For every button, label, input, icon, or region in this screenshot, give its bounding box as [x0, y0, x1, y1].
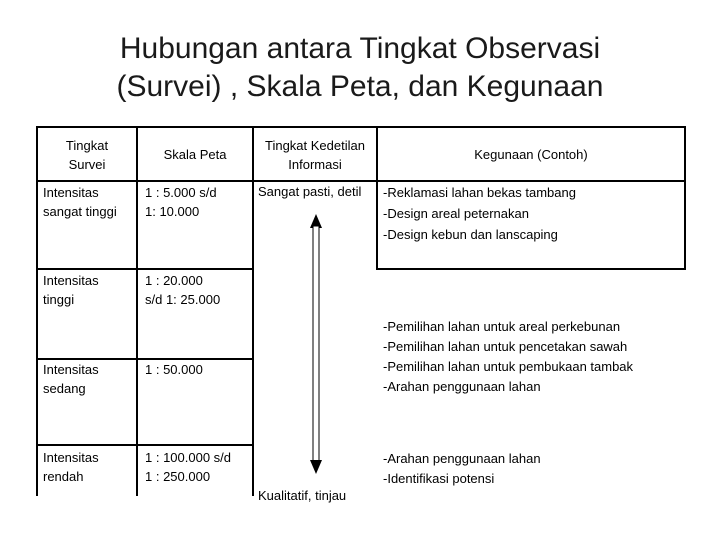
kegunaan-2-item-4: -Arahan penggunaan lahan: [383, 379, 541, 394]
row-3-survei-line-1: Intensitas: [43, 362, 99, 377]
row-2-skala-line-1: 1 : 20.000: [145, 273, 203, 288]
header-survei-line-2: Survei: [68, 157, 106, 172]
row-1-survei: [43, 183, 117, 221]
arrow-head-bottom: [310, 460, 322, 474]
row-4-skala: [145, 448, 231, 486]
row-3-survei: [43, 360, 99, 398]
row-1-survei-line-2: sangat tinggi: [43, 204, 117, 219]
row-3-skala-line-1: 1 : 50.000: [145, 362, 203, 377]
row-2-survei-line-1: Intensitas: [43, 273, 99, 288]
row-4-survei-line-2: rendah: [43, 469, 84, 484]
header-detail-line-2: Informasi: [288, 157, 342, 172]
row-4-survei: [43, 448, 99, 486]
title-line-2: (Survei) , Skala Peta, dan Kegunaan: [116, 70, 604, 103]
header-detail-line-1: Tingkat Kedetilan: [265, 138, 365, 153]
table-border-right: [684, 126, 686, 270]
row-1-skala: [145, 183, 217, 221]
header-detail: [254, 136, 376, 174]
row-2-survei: [43, 271, 99, 309]
row-3-survei-line-2: sedang: [43, 381, 86, 396]
kegunaan-1-item-1: -Reklamasi lahan bekas tambang: [383, 185, 576, 200]
table-border-top: [36, 126, 686, 128]
row-2-survei-line-2: tinggi: [43, 292, 75, 307]
kegunaan-group-1: [383, 182, 576, 245]
header-kegunaan: Kegunaan (Contoh): [474, 147, 588, 162]
row-divider-1b: [376, 268, 686, 270]
row-4-survei-line-1: Intensitas: [43, 450, 99, 465]
row-2-skala: [145, 271, 220, 309]
row-divider-1: [36, 268, 254, 270]
kegunaan-group-2: [383, 317, 633, 397]
row-4-skala-line-1: 1 : 100.000 s/d: [145, 450, 232, 465]
kegunaan-2-item-2: -Pemilihan lahan untuk pencetakan sawah: [383, 339, 628, 354]
kegunaan-2-item-1: -Pemilihan lahan untuk areal perkebunan: [383, 319, 621, 334]
kegunaan-3-item-1: -Arahan penggunaan lahan: [383, 451, 541, 466]
row-4-skala-line-2: 1 : 250.000: [145, 469, 211, 484]
row-1-skala-line-2: 1: 10.000: [145, 204, 200, 219]
kegunaan-1-item-2: -Design areal peternakan: [383, 206, 529, 221]
col-divider-1: [136, 126, 138, 496]
row-1-survei-line-1: Intensitas: [43, 185, 99, 200]
col-divider-2: [252, 126, 254, 496]
detail-top-label: Sangat pasti, detil: [258, 184, 362, 199]
row-1-skala-line-1: 1 : 5.000 s/d: [145, 185, 217, 200]
kegunaan-group-3: [383, 449, 541, 489]
row-2-skala-line-2: s/d 1: 25.000: [145, 292, 221, 307]
kegunaan-2-item-3: -Pemilihan lahan untuk pembukaan tambak: [383, 359, 634, 374]
header-skala: Skala Peta: [163, 147, 227, 162]
arrow-shaft: [313, 226, 319, 462]
kegunaan-3-item-2: -Identifikasi potensi: [383, 471, 495, 486]
header-survei: [38, 136, 136, 174]
kegunaan-1-item-3: -Design kebun dan lanscaping: [383, 227, 558, 242]
detail-arrow-icon: [296, 214, 336, 474]
detail-bottom-label: Kualitatif, tinjau: [258, 488, 347, 503]
title-line-1: Hubungan antara Tingkat Observasi: [119, 32, 601, 65]
row-divider-3: [36, 444, 254, 446]
header-survei-line-1: Tingkat: [65, 138, 109, 153]
row-3-skala: [145, 360, 203, 379]
